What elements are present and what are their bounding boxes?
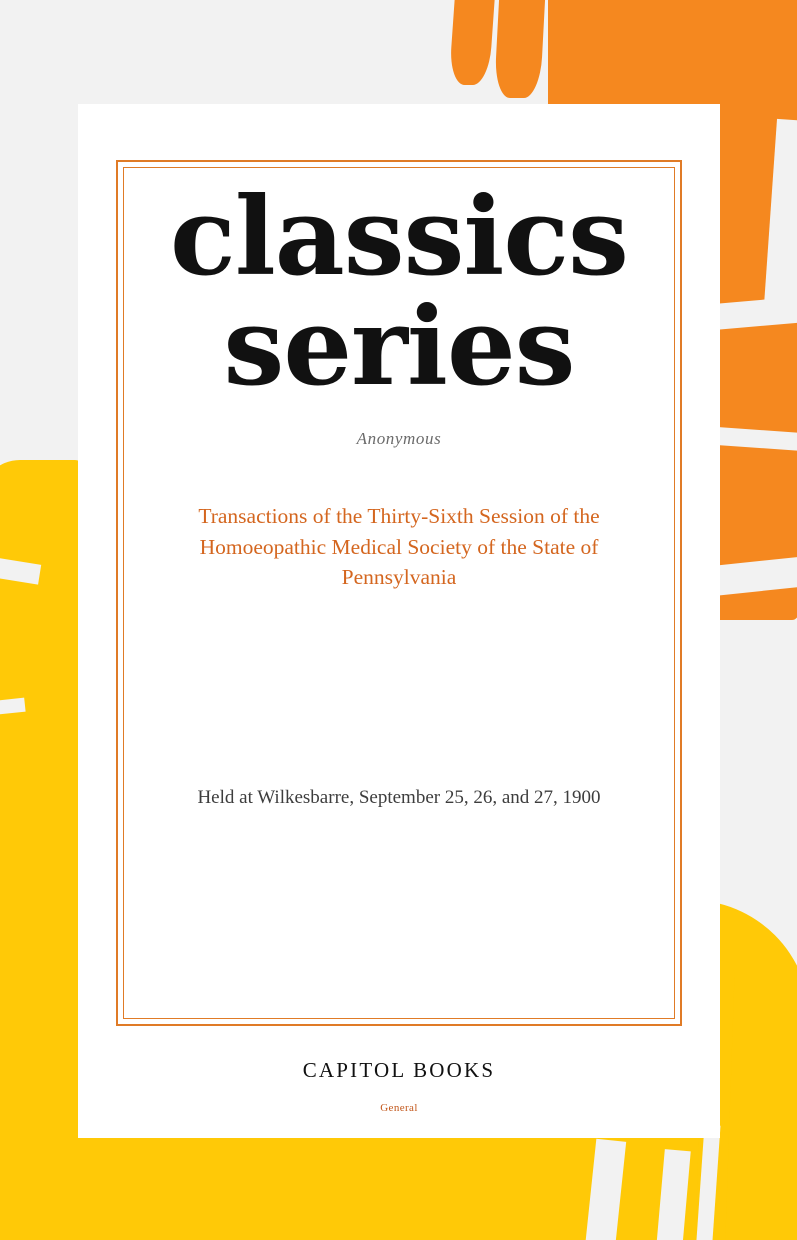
event-details: Held at Wilkesbarre, September 25, 26, and 27, 1900 <box>197 786 601 808</box>
author-name: Anonymous <box>356 429 442 449</box>
publisher-name: CAPITOL BOOKS <box>302 1058 496 1082</box>
book-cover <box>78 104 720 1138</box>
cover-title-block <box>124 174 674 809</box>
series-title-line-1: classics <box>170 174 628 300</box>
cover-border-frame-inner <box>123 167 675 1019</box>
orange-brush-stroke-1 <box>449 0 496 85</box>
book-subtitle: Transactions of the Thirty-Sixth Session of the Homoeopathic Medical Society of the State of Pennsylvania <box>198 504 600 590</box>
series-title-line-2: series <box>223 283 575 410</box>
series-title <box>124 174 674 410</box>
imprint-label: General <box>380 1102 418 1114</box>
orange-brush-stroke-2 <box>494 0 546 98</box>
cover-border-frame <box>116 160 682 1026</box>
